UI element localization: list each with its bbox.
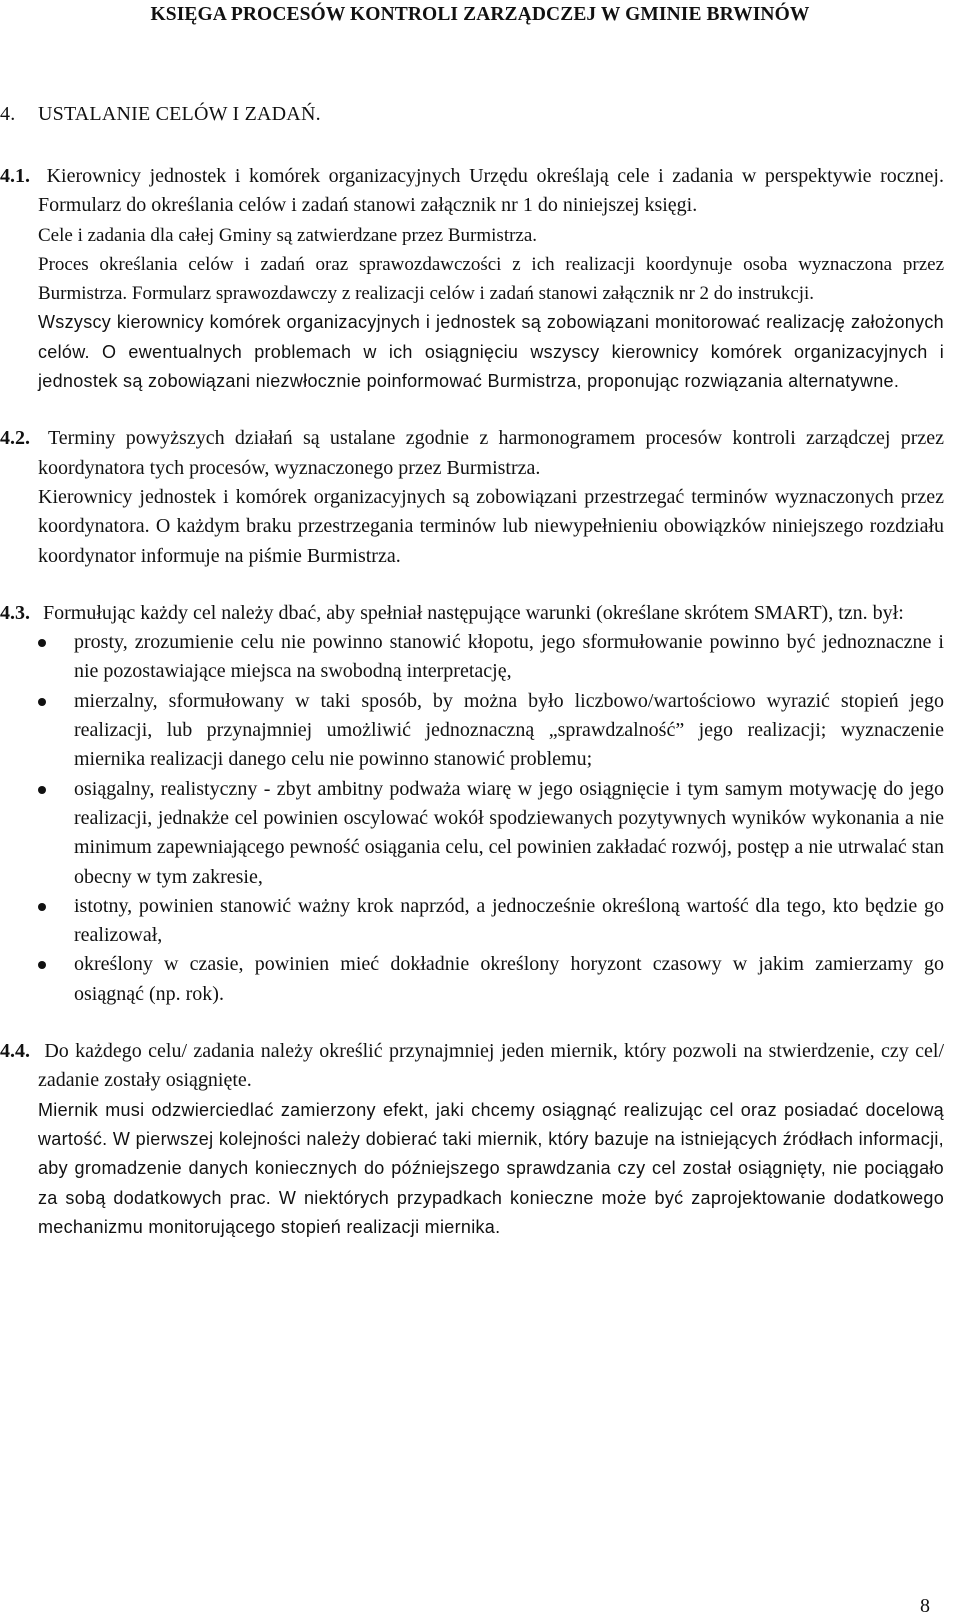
list-item-text: istotny, powinien stanowić ważny krok naprzód, a jednocześnie określoną wartość dla tego, kto będzie go realizował, — [74, 894, 944, 947]
chapter-title: USTALANIE CELÓW I ZADAŃ. — [38, 103, 321, 125]
chapter-heading — [0, 100, 944, 128]
section-4-4 — [0, 1037, 944, 1242]
list-item-text: prosty, zrozumienie celu nie powinno stanowić kłopotu, jego sformułowanie powinno być jednoznaczne i nie pozostawiające miejsca na swobodną interpretację, — [74, 631, 944, 683]
section-paragraph: Proces określania celów i zadań oraz sprawozdawczości z ich realizacji koordynuje osoba wyznaczona przez Burmistrza. Formularz sprawozdawczy z realizacji celów i zadań stanowi załącznik nr 2 do instrukcji. — [38, 253, 944, 305]
section-number: 4.2. — [0, 427, 30, 450]
bullet-icon — [38, 786, 46, 794]
list-item — [38, 687, 944, 775]
list-item-text: mierzalny, sformułowany w taki sposób, by można było liczbowo/wartościowo wyrazić stopień jego realizacji, lub przynajmniej umożliwić jednoznaczną „sprawdzalność” jego realizacji; wyznaczenie miernika realizacji danego celu nie powinno stanowić problemu; — [74, 689, 944, 771]
paragraph-text: Wszyscy kierownicy komórek organizacyjnych i jednostek są zobowiązani monitorować realizację założonych celów. O ewentualnych problemach w ich osiągnięciu wszyscy kierownicy komórek organizacyjnych i jednostek są zobowiązani niezwłocznie poinformować Burmistrza, proponując rozwiązania alternatywne. — [38, 312, 944, 392]
list-item — [38, 892, 944, 951]
list-item — [38, 950, 944, 1009]
paragraph-text: Formułując każdy cel należy dbać, aby spełniał następujące warunki (określane skrótem SMART), tzn. był: — [43, 601, 904, 624]
section-paragraph: Kierownicy jednostek i komórek organizacyjnych są zobowiązani przestrzegać terminów wyznaczonych przez koordynatora. O każdym braku przestrzegania terminów lub niewypełnieniu obowiązków niniejszego rozdziału koordynator informuje na piśmie Burmistrza. — [38, 485, 944, 567]
paragraph-text: Kierownicy jednostek i komórek organizacyjnych Urzędu określają cele i zadania w perspektywie rocznej. Formularz do określania celów i zadań stanowi załącznik nr 1 do niniejszej księgi. — [38, 165, 944, 217]
section-paragraph: Miernik musi odzwierciedlać zamierzony efekt, jaki chcemy osiągnąć realizując cel oraz posiadać docelową wartość. W pierwszej kolejności należy dobierać taki miernik, który bazuje na istniejących źródłach informacji, aby gromadzenie danych koniecznych do późniejszego sprawdzania czy cel został osiągnięty, nie pociągało za sobą dodatkowych prac. W niektórych przypadkach konieczne może być zaprojektowanie dodatkowego mechanizmu monitorującego stopień realizacji miernika. — [38, 1099, 944, 1237]
section-paragraph — [38, 308, 944, 396]
page-number: 8 — [920, 1595, 930, 1617]
list-item — [38, 628, 944, 687]
section-number: 4.3. — [0, 601, 30, 624]
paragraph-text: Terminy powyższych działań są ustalane zgodnie z harmonogramem procesów kontroli zarządczej przez koordynatora tych procesów, wyznaczonego przez Burmistrza. — [38, 427, 945, 479]
list-item-text: osiągalny, realistyczny - zbyt ambitny podważa wiarę w jego osiągnięcie i tym samym motywację do jego realizacji, jednakże cel powinien oscylować wokół spodziewanych pozytywnych wyników wykonania a nie minimum zapewniającego pewność osiągania celu, cel powinien zakładać rozwój, postęp a nie utrwalać stan obecny w tym zakresie, — [74, 777, 944, 888]
bullet-icon — [38, 961, 46, 969]
smart-criteria-list — [38, 628, 944, 1009]
section-paragraph — [0, 424, 945, 483]
section-number: 4.4. — [0, 1040, 30, 1063]
page-content — [0, 100, 945, 1270]
section-4-2 — [0, 424, 945, 570]
page-header: KSIĘGA PROCESÓW KONTROLI ZARZĄDCZEJ W GMINIE BRWINÓW — [150, 4, 810, 25]
bullet-icon — [38, 903, 46, 911]
paragraph-text: Do każdego celu/ zadania należy określić przynajmniej jeden miernik, który pozwoli na stwierdzenie, czy cel/ zadanie zostały osiągnięte. — [38, 1040, 944, 1092]
chapter-number: 4. — [0, 103, 16, 125]
section-paragraph — [0, 162, 944, 221]
section-4-3 — [0, 599, 944, 1009]
bullet-icon — [38, 639, 46, 647]
bullet-icon — [38, 698, 46, 706]
list-item-text: określony w czasie, powinien mieć dokładnie określony horyzont czasowy w jakim zamierzamy go osiągnąć (np. rok). — [74, 953, 944, 1005]
section-number: 4.1. — [0, 165, 30, 187]
section-4-1 — [0, 162, 944, 396]
section-intro — [0, 599, 944, 628]
section-paragraph — [0, 1037, 944, 1096]
section-paragraph: Cele i zadania dla całej Gminy są zatwierdzane przez Burmistrza. — [38, 224, 538, 246]
list-item — [38, 775, 944, 892]
